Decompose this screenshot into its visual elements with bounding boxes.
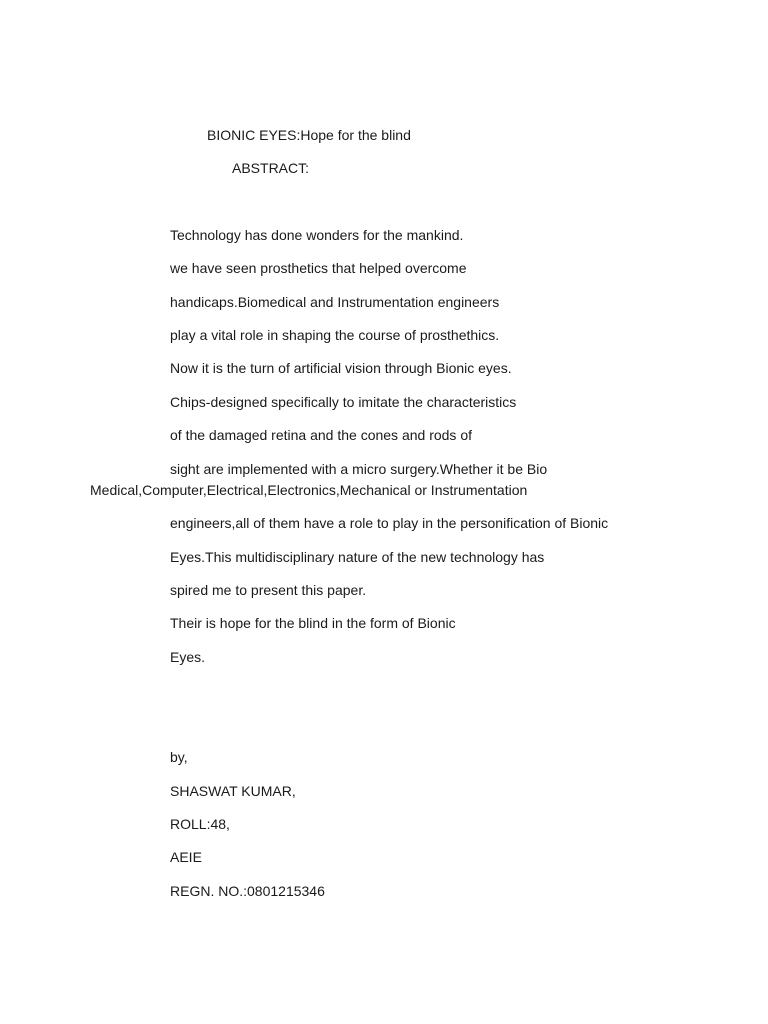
abstract-line: handicaps.Biomedical and Instrumentation engineers [170,294,500,310]
author-by: by, [170,749,188,765]
abstract-line: Technology has done wonders for the mankind. [170,227,464,243]
document-title: BIONIC EYES:Hope for the blind [207,127,411,143]
author-department: AEIE [170,849,202,865]
abstract-line: engineers,all of them have a role to play in the personification of Bionic [170,515,609,531]
author-roll: ROLL:48, [170,816,230,832]
abstract-line: Their is hope for the blind in the form of Bionic [170,615,456,631]
abstract-line: Eyes.This multidisciplinary nature of the new technology has [170,549,545,565]
abstract-line: Medical,Computer,Electrical,Electronics,Mechanical or Instrumentation [90,482,528,498]
abstract-line: we have seen prosthetics that helped overcome [170,260,467,276]
author-registration: REGN. NO.:0801215346 [170,883,325,899]
abstract-line: Eyes. [170,649,206,665]
abstract-line: of the damaged retina and the cones and rods of [170,427,472,443]
author-name: SHASWAT KUMAR, [170,783,296,799]
abstract-line: sight are implemented with a micro surgery.Whether it be Bio [170,461,548,477]
abstract-line: Now it is the turn of artificial vision through Bionic eyes. [170,360,512,376]
abstract-line: spired me to present this paper. [170,582,367,598]
abstract-line: play a vital role in shaping the course of prosthethics. [170,327,500,343]
abstract-line: Chips-designed specifically to imitate the characteristics [170,394,517,410]
section-heading: ABSTRACT: [232,160,310,176]
